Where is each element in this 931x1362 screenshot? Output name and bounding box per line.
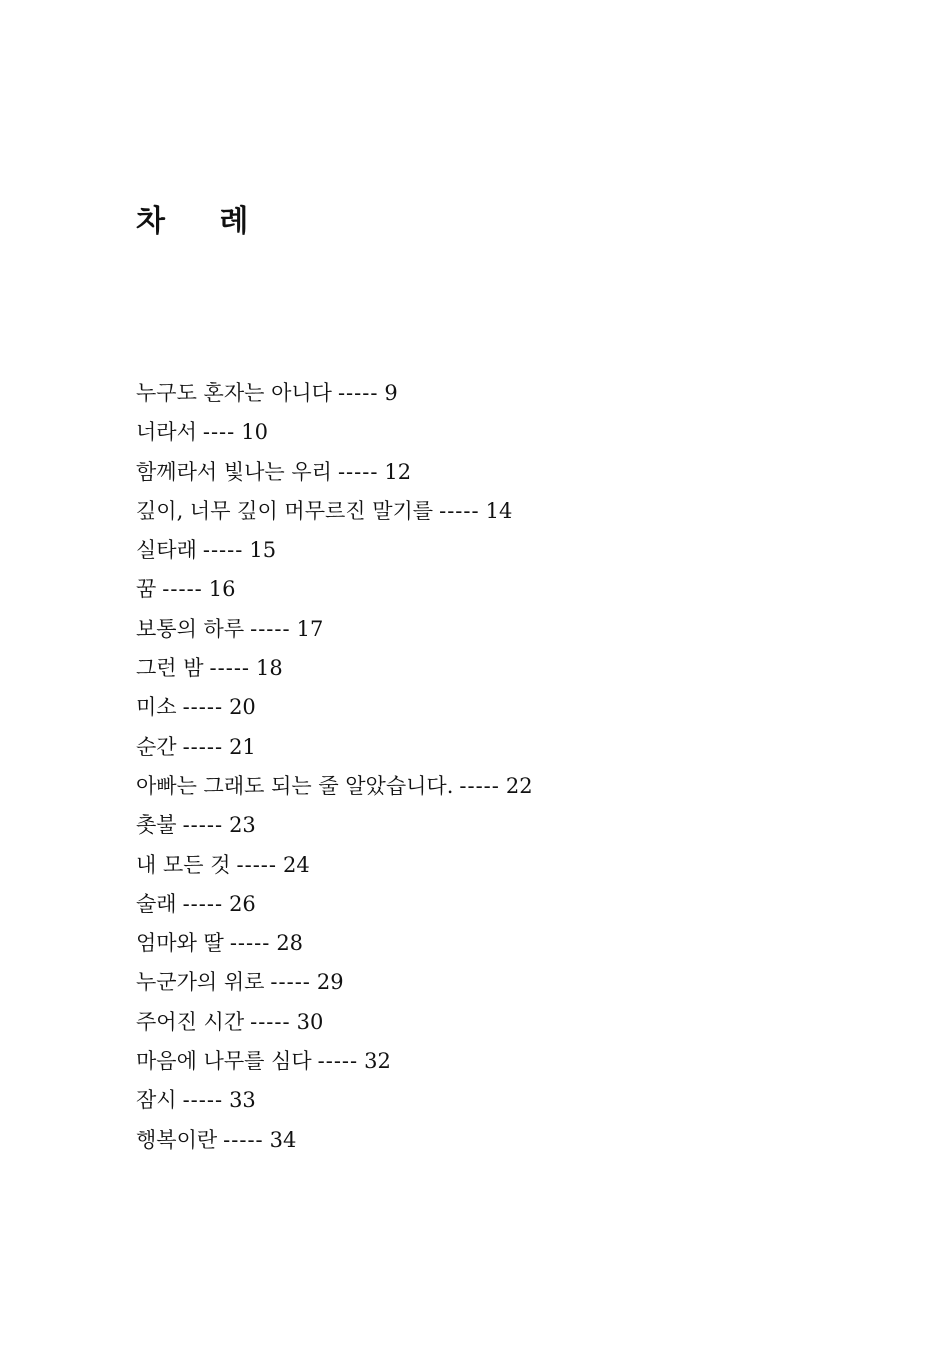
toc-entry-leader: ----- [459, 773, 500, 798]
toc-entry-leader: ----- [182, 695, 224, 720]
toc-entry-page: 26 [229, 891, 256, 916]
toc-entry [136, 1124, 533, 1163]
toc-entry-leader: ----- [250, 1009, 291, 1034]
toc-entry-leader: ----- [182, 891, 224, 916]
toc-entry [136, 966, 533, 1005]
toc-entry-leader: ----- [182, 1088, 224, 1113]
toc-entry-leader: ----- [229, 931, 271, 956]
toc-entry [136, 495, 533, 534]
toc-entry-leader: ----- [162, 577, 203, 602]
toc-entry [136, 1084, 533, 1123]
toc-entry-page: 9 [384, 381, 398, 405]
toc-entry-page: 24 [282, 852, 310, 877]
toc-entry-page: 12 [384, 459, 412, 484]
toc-entry-title: 술래 [136, 891, 177, 916]
toc-entry-leader: ---- [202, 420, 236, 445]
toc-entry [136, 731, 533, 770]
toc-entry-leader: ----- [337, 459, 379, 484]
toc-entry-page: 23 [229, 813, 256, 838]
toc-entry-title: 촛불 [136, 813, 177, 838]
toc-entry-title: 내 모든 것 [136, 852, 231, 877]
toc-entry [136, 927, 533, 966]
toc-entry [136, 809, 533, 848]
toc-entry [136, 534, 533, 573]
page-title: 차 례 [136, 204, 271, 239]
toc-entry-page: 16 [208, 577, 236, 602]
toc-entry [136, 849, 533, 888]
toc-entry-leader: ----- [209, 656, 251, 681]
toc-entry-leader: ----- [317, 1049, 359, 1074]
toc-entry-page: 34 [269, 1127, 297, 1152]
toc-entry-page: 14 [485, 498, 513, 523]
toc-entry [136, 770, 533, 809]
toc-entry-title: 잠시 [136, 1088, 177, 1113]
toc-entry-title: 행복이란 [136, 1127, 218, 1152]
toc-entry-page: 28 [276, 931, 304, 956]
toc-entry-title: 실타래 [136, 538, 197, 563]
toc-entry-page: 30 [296, 1009, 324, 1034]
toc-entry-leader: ----- [236, 852, 277, 877]
toc-entry-title: 미소 [136, 695, 177, 720]
toc-entry-page: 15 [249, 538, 277, 563]
toc-entry [136, 652, 533, 691]
toc-entry-leader: ----- [337, 381, 379, 405]
toc-entry [136, 1006, 533, 1045]
toc-entry-page: 18 [256, 656, 283, 681]
toc-entry-page: 17 [296, 616, 324, 641]
toc-entry-title: 그런 밤 [136, 656, 204, 681]
toc-entry-leader: ----- [202, 538, 244, 563]
toc-entry-title: 엄마와 딸 [136, 931, 224, 956]
toc-entry-page: 33 [229, 1088, 256, 1113]
table-of-contents [136, 377, 533, 1163]
toc-entry-leader: ----- [223, 1127, 264, 1152]
toc-entry-title: 주어진 시간 [136, 1009, 245, 1034]
toc-entry-leader: ----- [250, 616, 291, 641]
toc-entry [136, 691, 533, 730]
toc-entry-leader: ----- [182, 734, 224, 759]
toc-entry-page: 22 [505, 773, 533, 798]
toc-entry [136, 377, 533, 416]
toc-entry-title: 꿈 [136, 577, 157, 602]
toc-entry [136, 613, 533, 652]
toc-entry-leader: ----- [182, 813, 224, 838]
toc-entry-page: 21 [229, 734, 256, 759]
toc-entry-title: 순간 [136, 734, 177, 759]
toc-entry-title: 누군가의 위로 [136, 970, 265, 995]
toc-entry-title: 보통의 하루 [136, 616, 245, 641]
toc-entry-title: 함께라서 빛나는 우리 [136, 459, 332, 484]
toc-entry-title: 아빠는 그래도 되는 줄 알았습니다. [136, 773, 454, 798]
toc-entry-title: 깊이, 너무 깊이 머무르진 말기를 [136, 498, 434, 523]
toc-entry [136, 888, 533, 927]
toc-entry-title: 너라서 [136, 420, 197, 445]
toc-entry-title: 누구도 혼자는 아니다 [136, 381, 332, 405]
toc-entry-page: 32 [364, 1049, 391, 1074]
toc-entry [136, 416, 533, 455]
toc-entry [136, 1045, 533, 1084]
toc-entry-page: 10 [241, 420, 268, 445]
toc-entry-page: 29 [316, 970, 344, 995]
toc-entry [136, 573, 533, 612]
toc-entry [136, 456, 533, 495]
toc-entry-page: 20 [229, 695, 256, 720]
toc-entry-leader: ----- [439, 498, 480, 523]
toc-entry-title: 마음에 나무를 심다 [136, 1049, 312, 1074]
toc-entry-leader: ----- [270, 970, 311, 995]
